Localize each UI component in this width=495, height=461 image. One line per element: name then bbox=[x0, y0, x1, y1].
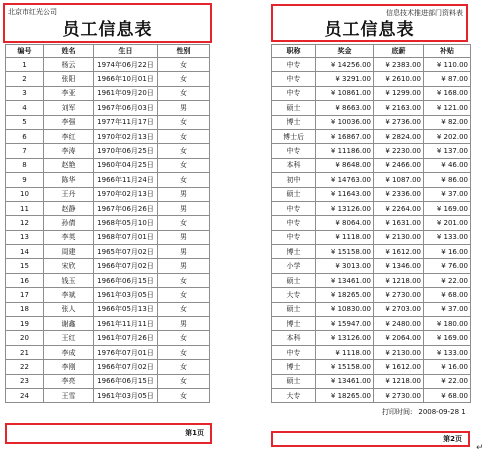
gender-cell: 男 bbox=[158, 201, 210, 215]
employee-id-cell: 8 bbox=[6, 158, 44, 172]
bonus-cell: ¥ 13126.00 bbox=[316, 331, 374, 345]
bonus-cell: ¥ 10036.00 bbox=[316, 115, 374, 129]
column-header-job-title: 职称 bbox=[272, 45, 316, 58]
table-row bbox=[272, 388, 471, 402]
job-title-cell: 中专 bbox=[272, 58, 316, 72]
name-cell: 王丹 bbox=[44, 187, 94, 201]
allowance-cell: ¥ 68.00 bbox=[424, 388, 471, 402]
base-salary-cell: ¥ 2130.00 bbox=[374, 230, 424, 244]
employee-id-cell: 9 bbox=[6, 173, 44, 187]
base-salary-cell: ¥ 1631.00 bbox=[374, 216, 424, 230]
name-cell: 钱玉 bbox=[44, 273, 94, 287]
employee-basic-table bbox=[5, 44, 210, 403]
job-title-cell: 中专 bbox=[272, 230, 316, 244]
birthday-cell: 1961年09月20日 bbox=[94, 86, 158, 100]
job-title-cell: 中专 bbox=[272, 144, 316, 158]
table-row bbox=[272, 345, 471, 359]
birthday-cell: 1961年07月26日 bbox=[94, 331, 158, 345]
column-header-name: 姓名 bbox=[44, 45, 94, 58]
page-2-title: 员工信息表 bbox=[324, 20, 415, 40]
gender-cell: 男 bbox=[158, 259, 210, 273]
birthday-cell: 1966年05月13日 bbox=[94, 302, 158, 316]
base-salary-cell: ¥ 2336.00 bbox=[374, 187, 424, 201]
bonus-cell: ¥ 15158.00 bbox=[316, 360, 374, 374]
employee-salary-table bbox=[271, 44, 471, 403]
table-row bbox=[272, 288, 471, 302]
base-salary-cell: ¥ 1346.00 bbox=[374, 259, 424, 273]
allowance-cell: ¥ 46.00 bbox=[424, 158, 471, 172]
table-row bbox=[272, 144, 471, 158]
employee-id-cell: 13 bbox=[6, 230, 44, 244]
name-cell: 李亮 bbox=[44, 374, 94, 388]
column-header-gender: 性别 bbox=[158, 45, 210, 58]
table-row bbox=[6, 288, 210, 302]
bonus-cell: ¥ 14763.00 bbox=[316, 173, 374, 187]
birthday-cell: 1960年04月25日 bbox=[94, 158, 158, 172]
job-title-cell: 博士后 bbox=[272, 129, 316, 143]
gender-cell: 男 bbox=[158, 101, 210, 115]
allowance-cell: ¥ 169.00 bbox=[424, 201, 471, 215]
allowance-cell: ¥ 202.00 bbox=[424, 129, 471, 143]
job-title-cell: 硕士 bbox=[272, 374, 316, 388]
table-row bbox=[6, 173, 210, 187]
job-title-cell: 硕士 bbox=[272, 101, 316, 115]
table-row bbox=[272, 360, 471, 374]
table-row bbox=[272, 187, 471, 201]
table-row bbox=[272, 259, 471, 273]
base-salary-cell: ¥ 2163.00 bbox=[374, 101, 424, 115]
department-name: 信息技术推进部门资料表 bbox=[386, 9, 463, 17]
base-salary-cell: ¥ 2230.00 bbox=[374, 144, 424, 158]
employee-id-cell: 10 bbox=[6, 187, 44, 201]
gender-cell: 男 bbox=[158, 230, 210, 244]
base-salary-cell: ¥ 2480.00 bbox=[374, 317, 424, 331]
base-salary-cell: ¥ 2703.00 bbox=[374, 302, 424, 316]
employee-id-cell: 15 bbox=[6, 259, 44, 273]
bonus-cell: ¥ 3291.00 bbox=[316, 72, 374, 86]
allowance-cell: ¥ 180.00 bbox=[424, 317, 471, 331]
job-title-cell: 硕士 bbox=[272, 302, 316, 316]
allowance-cell: ¥ 76.00 bbox=[424, 259, 471, 273]
birthday-cell: 1961年11月11日 bbox=[94, 317, 158, 331]
gender-cell: 女 bbox=[158, 331, 210, 345]
name-cell: 李英 bbox=[44, 230, 94, 244]
gender-cell: 女 bbox=[158, 302, 210, 316]
gender-cell: 男 bbox=[158, 187, 210, 201]
base-salary-cell: ¥ 2264.00 bbox=[374, 201, 424, 215]
base-salary-cell: ¥ 1218.00 bbox=[374, 273, 424, 287]
birthday-cell: 1967年06月03日 bbox=[94, 101, 158, 115]
job-title-cell: 博士 bbox=[272, 360, 316, 374]
print-time bbox=[382, 408, 466, 417]
table-row bbox=[6, 115, 210, 129]
gender-cell: 女 bbox=[158, 388, 210, 402]
job-title-cell: 大专 bbox=[272, 388, 316, 402]
allowance-cell: ¥ 22.00 bbox=[424, 273, 471, 287]
bonus-cell: ¥ 16867.00 bbox=[316, 129, 374, 143]
gender-cell: 女 bbox=[158, 288, 210, 302]
bonus-cell: ¥ 14256.00 bbox=[316, 58, 374, 72]
base-salary-cell: ¥ 2730.00 bbox=[374, 388, 424, 402]
bonus-cell: ¥ 18265.00 bbox=[316, 388, 374, 402]
table-row bbox=[272, 245, 471, 259]
page-1-header bbox=[3, 3, 212, 43]
table-row bbox=[6, 259, 210, 273]
name-cell: 谢鑫 bbox=[44, 317, 94, 331]
page-1-footer bbox=[5, 423, 212, 444]
birthday-cell: 1977年11月17日 bbox=[94, 115, 158, 129]
table-row bbox=[6, 129, 210, 143]
employee-id-cell: 22 bbox=[6, 360, 44, 374]
allowance-cell: ¥ 168.00 bbox=[424, 86, 471, 100]
employee-salary-rows bbox=[272, 58, 471, 403]
name-cell: 孙倩 bbox=[44, 216, 94, 230]
base-salary-cell: ¥ 2466.00 bbox=[374, 158, 424, 172]
name-cell: 宋欣 bbox=[44, 259, 94, 273]
table-row bbox=[272, 101, 471, 115]
page-number: 第1页 bbox=[185, 429, 204, 437]
column-header-birthday: 生日 bbox=[94, 45, 158, 58]
name-cell: 杨云 bbox=[44, 58, 94, 72]
bonus-cell: ¥ 15158.00 bbox=[316, 245, 374, 259]
employee-id-cell: 17 bbox=[6, 288, 44, 302]
paragraph-mark-icon: ↵ bbox=[476, 443, 484, 453]
column-header-base-salary: 底薪 bbox=[374, 45, 424, 58]
employee-id-cell: 21 bbox=[6, 345, 44, 359]
gender-cell: 男 bbox=[158, 317, 210, 331]
base-salary-cell: ¥ 1087.00 bbox=[374, 173, 424, 187]
table-row bbox=[6, 158, 210, 172]
bonus-cell: ¥ 10830.00 bbox=[316, 302, 374, 316]
job-title-cell: 博士 bbox=[272, 317, 316, 331]
gender-cell: 男 bbox=[158, 245, 210, 259]
gender-cell: 女 bbox=[158, 72, 210, 86]
bonus-cell: ¥ 8663.00 bbox=[316, 101, 374, 115]
employee-id-cell: 24 bbox=[6, 388, 44, 402]
print-time-label: 打印时间: bbox=[382, 408, 413, 416]
allowance-cell: ¥ 16.00 bbox=[424, 245, 471, 259]
table-row bbox=[6, 72, 210, 86]
job-title-cell: 中专 bbox=[272, 201, 316, 215]
bonus-cell: ¥ 1118.00 bbox=[316, 345, 374, 359]
bonus-cell: ¥ 15947.00 bbox=[316, 317, 374, 331]
table-row bbox=[6, 273, 210, 287]
bonus-cell: ¥ 11186.00 bbox=[316, 144, 374, 158]
table-row bbox=[6, 245, 210, 259]
gender-cell: 女 bbox=[158, 115, 210, 129]
job-title-cell: 硕士 bbox=[272, 273, 316, 287]
employee-id-cell: 6 bbox=[6, 129, 44, 143]
table-header-row bbox=[272, 45, 471, 58]
table-row bbox=[6, 345, 210, 359]
birthday-cell: 1966年06月15日 bbox=[94, 374, 158, 388]
bonus-cell: ¥ 13461.00 bbox=[316, 273, 374, 287]
base-salary-cell: ¥ 2383.00 bbox=[374, 58, 424, 72]
birthday-cell: 1968年07月01日 bbox=[94, 230, 158, 244]
name-cell: 张阳 bbox=[44, 72, 94, 86]
job-title-cell: 中专 bbox=[272, 345, 316, 359]
column-header-bonus: 奖金 bbox=[316, 45, 374, 58]
gender-cell: 女 bbox=[158, 360, 210, 374]
bonus-cell: ¥ 11643.00 bbox=[316, 187, 374, 201]
allowance-cell: ¥ 169.00 bbox=[424, 331, 471, 345]
birthday-cell: 1966年10月01日 bbox=[94, 72, 158, 86]
table-row bbox=[6, 388, 210, 402]
name-cell: 李刚 bbox=[44, 360, 94, 374]
table-row bbox=[6, 201, 210, 215]
table-row bbox=[272, 331, 471, 345]
allowance-cell: ¥ 121.00 bbox=[424, 101, 471, 115]
table-row bbox=[272, 158, 471, 172]
table-row bbox=[272, 302, 471, 316]
employee-id-cell: 12 bbox=[6, 216, 44, 230]
birthday-cell: 1966年07月02日 bbox=[94, 360, 158, 374]
name-cell: 赵艳 bbox=[44, 158, 94, 172]
table-row bbox=[6, 144, 210, 158]
table-row bbox=[6, 187, 210, 201]
base-salary-cell: ¥ 1299.00 bbox=[374, 86, 424, 100]
page-1-title: 员工信息表 bbox=[62, 20, 153, 40]
bonus-cell: ¥ 10861.00 bbox=[316, 86, 374, 100]
name-cell: 李红 bbox=[44, 129, 94, 143]
table-row bbox=[272, 201, 471, 215]
gender-cell: 女 bbox=[158, 129, 210, 143]
table-row bbox=[6, 216, 210, 230]
job-title-cell: 小学 bbox=[272, 259, 316, 273]
page-2-footer bbox=[271, 431, 470, 447]
employee-id-cell: 14 bbox=[6, 245, 44, 259]
gender-cell: 女 bbox=[158, 86, 210, 100]
table-row bbox=[272, 72, 471, 86]
employee-id-cell: 4 bbox=[6, 101, 44, 115]
job-title-cell: 中专 bbox=[272, 86, 316, 100]
employee-id-cell: 23 bbox=[6, 374, 44, 388]
employee-id-cell: 3 bbox=[6, 86, 44, 100]
birthday-cell: 1961年03月05日 bbox=[94, 388, 158, 402]
gender-cell: 女 bbox=[158, 58, 210, 72]
bonus-cell: ¥ 3013.00 bbox=[316, 259, 374, 273]
name-cell: 王红 bbox=[44, 331, 94, 345]
base-salary-cell: ¥ 1612.00 bbox=[374, 360, 424, 374]
job-title-cell: 博士 bbox=[272, 245, 316, 259]
table-row bbox=[272, 115, 471, 129]
allowance-cell: ¥ 137.00 bbox=[424, 144, 471, 158]
name-cell: 陈华 bbox=[44, 173, 94, 187]
bonus-cell: ¥ 8064.00 bbox=[316, 216, 374, 230]
allowance-cell: ¥ 133.00 bbox=[424, 345, 471, 359]
gender-cell: 女 bbox=[158, 158, 210, 172]
employee-id-cell: 20 bbox=[6, 331, 44, 345]
job-title-cell: 中专 bbox=[272, 72, 316, 86]
allowance-cell: ¥ 110.00 bbox=[424, 58, 471, 72]
table-row bbox=[6, 374, 210, 388]
bonus-cell: ¥ 13126.00 bbox=[316, 201, 374, 215]
table-row bbox=[272, 129, 471, 143]
table-row bbox=[272, 273, 471, 287]
name-cell: 李亚 bbox=[44, 86, 94, 100]
employee-id-cell: 2 bbox=[6, 72, 44, 86]
base-salary-cell: ¥ 2610.00 bbox=[374, 72, 424, 86]
table-row bbox=[272, 317, 471, 331]
gender-cell: 女 bbox=[158, 216, 210, 230]
allowance-cell: ¥ 37.00 bbox=[424, 302, 471, 316]
birthday-cell: 1968年05月10日 bbox=[94, 216, 158, 230]
job-title-cell: 本科 bbox=[272, 331, 316, 345]
name-cell: 张人 bbox=[44, 302, 94, 316]
table-row bbox=[6, 230, 210, 244]
employee-id-cell: 11 bbox=[6, 201, 44, 215]
table-row bbox=[272, 58, 471, 72]
name-cell: 李强 bbox=[44, 115, 94, 129]
page-2-header bbox=[271, 4, 468, 42]
employee-id-cell: 5 bbox=[6, 115, 44, 129]
bonus-cell: ¥ 18265.00 bbox=[316, 288, 374, 302]
birthday-cell: 1976年07月01日 bbox=[94, 345, 158, 359]
table-row bbox=[6, 331, 210, 345]
column-header-allowance: 补贴 bbox=[424, 45, 471, 58]
table-row bbox=[6, 302, 210, 316]
gender-cell: 女 bbox=[158, 144, 210, 158]
employee-basic-rows bbox=[6, 58, 210, 403]
birthday-cell: 1965年07月02日 bbox=[94, 245, 158, 259]
birthday-cell: 1966年06月15日 bbox=[94, 273, 158, 287]
base-salary-cell: ¥ 2064.00 bbox=[374, 331, 424, 345]
table-row bbox=[272, 173, 471, 187]
birthday-cell: 1970年06月25日 bbox=[94, 144, 158, 158]
table-row bbox=[6, 317, 210, 331]
company-name: 北京市红光公司 bbox=[8, 8, 57, 16]
table-row bbox=[272, 230, 471, 244]
job-title-cell: 硕士 bbox=[272, 187, 316, 201]
allowance-cell: ¥ 201.00 bbox=[424, 216, 471, 230]
job-title-cell: 大专 bbox=[272, 288, 316, 302]
job-title-cell: 中专 bbox=[272, 216, 316, 230]
job-title-cell: 本科 bbox=[272, 158, 316, 172]
allowance-cell: ¥ 16.00 bbox=[424, 360, 471, 374]
name-cell: 李涛 bbox=[44, 144, 94, 158]
table-row bbox=[6, 101, 210, 115]
employee-id-cell: 7 bbox=[6, 144, 44, 158]
table-row bbox=[272, 216, 471, 230]
page-number: 第2页 bbox=[443, 435, 462, 443]
allowance-cell: ¥ 68.00 bbox=[424, 288, 471, 302]
employee-id-cell: 18 bbox=[6, 302, 44, 316]
birthday-cell: 1967年06月26日 bbox=[94, 201, 158, 215]
birthday-cell: 1970年02月13日 bbox=[94, 129, 158, 143]
allowance-cell: ¥ 86.00 bbox=[424, 173, 471, 187]
job-title-cell: 初中 bbox=[272, 173, 316, 187]
table-row bbox=[6, 360, 210, 374]
allowance-cell: ¥ 22.00 bbox=[424, 374, 471, 388]
print-time-value: 2008-09-28 1 bbox=[418, 408, 466, 416]
birthday-cell: 1966年11月24日 bbox=[94, 173, 158, 187]
table-header-row bbox=[6, 45, 210, 58]
gender-cell: 女 bbox=[158, 345, 210, 359]
allowance-cell: ¥ 37.00 bbox=[424, 187, 471, 201]
column-header-id: 编号 bbox=[6, 45, 44, 58]
allowance-cell: ¥ 133.00 bbox=[424, 230, 471, 244]
base-salary-cell: ¥ 1612.00 bbox=[374, 245, 424, 259]
gender-cell: 女 bbox=[158, 273, 210, 287]
birthday-cell: 1974年06月22日 bbox=[94, 58, 158, 72]
allowance-cell: ¥ 82.00 bbox=[424, 115, 471, 129]
name-cell: 周建 bbox=[44, 245, 94, 259]
employee-id-cell: 1 bbox=[6, 58, 44, 72]
base-salary-cell: ¥ 1218.00 bbox=[374, 374, 424, 388]
name-cell: 王雪 bbox=[44, 388, 94, 402]
name-cell: 李成 bbox=[44, 345, 94, 359]
base-salary-cell: ¥ 2730.00 bbox=[374, 288, 424, 302]
name-cell: 赵静 bbox=[44, 201, 94, 215]
bonus-cell: ¥ 13461.00 bbox=[316, 374, 374, 388]
gender-cell: 女 bbox=[158, 374, 210, 388]
job-title-cell: 博士 bbox=[272, 115, 316, 129]
name-cell: 李斌 bbox=[44, 288, 94, 302]
base-salary-cell: ¥ 2130.00 bbox=[374, 345, 424, 359]
employee-id-cell: 16 bbox=[6, 273, 44, 287]
table-row bbox=[272, 86, 471, 100]
bonus-cell: ¥ 1118.00 bbox=[316, 230, 374, 244]
table-row bbox=[6, 86, 210, 100]
table-row bbox=[272, 374, 471, 388]
gender-cell: 女 bbox=[158, 173, 210, 187]
name-cell: 刘军 bbox=[44, 101, 94, 115]
bonus-cell: ¥ 8648.00 bbox=[316, 158, 374, 172]
birthday-cell: 1970年02月13日 bbox=[94, 187, 158, 201]
table-row bbox=[6, 58, 210, 72]
employee-id-cell: 19 bbox=[6, 317, 44, 331]
base-salary-cell: ¥ 2824.00 bbox=[374, 129, 424, 143]
birthday-cell: 1966年07月02日 bbox=[94, 259, 158, 273]
birthday-cell: 1961年03月05日 bbox=[94, 288, 158, 302]
allowance-cell: ¥ 87.00 bbox=[424, 72, 471, 86]
base-salary-cell: ¥ 2736.00 bbox=[374, 115, 424, 129]
